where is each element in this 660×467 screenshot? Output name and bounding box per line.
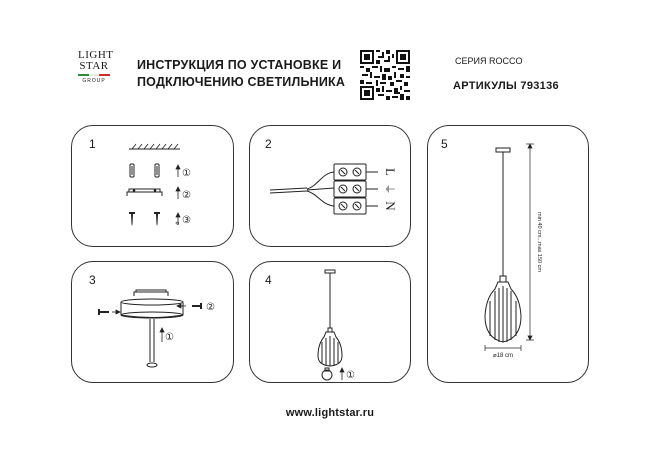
step-4-panel xyxy=(249,261,411,383)
logo-text-star: STAR xyxy=(79,60,109,72)
step-number: 3 xyxy=(89,273,96,287)
title-line-1: ИНСТРУКЦИЯ ПО УСТАНОВКЕ И xyxy=(137,58,342,72)
wiring-diagram xyxy=(250,126,412,248)
shade-bulb-diagram xyxy=(250,262,412,384)
canopy-mounting-diagram xyxy=(72,262,235,384)
step-mark: ③ xyxy=(182,215,191,226)
step-number: 1 xyxy=(89,137,96,151)
step-mark: ② xyxy=(206,302,215,313)
step-mark: ① xyxy=(182,168,191,179)
diameter-dimension-label: ⌀18 cm xyxy=(493,353,513,359)
step-3-panel xyxy=(71,261,234,383)
step-5-panel xyxy=(427,125,589,383)
step-mark: ② xyxy=(182,190,191,201)
terminal-label-live: L xyxy=(383,168,398,176)
logo-text-group: GROUP xyxy=(82,78,106,84)
logo-text-light: LIGHT xyxy=(78,49,114,61)
step-1-panel xyxy=(71,125,234,247)
step-mark: ① xyxy=(165,332,174,343)
dimensions-diagram xyxy=(428,126,590,384)
light-bulb-icon xyxy=(322,368,332,380)
terminal-label-neutral: N xyxy=(383,201,398,211)
mounting-hardware-diagram xyxy=(72,126,235,248)
mounting-bracket-icon xyxy=(127,189,162,196)
qr-code[interactable] xyxy=(360,50,410,100)
title-line-2: ПОДКЛЮЧЕНИЮ СВЕТИЛЬНИКА xyxy=(137,75,346,89)
screw-icon xyxy=(129,212,160,226)
article-number: АРТИКУЛЫ 793136 xyxy=(453,80,559,92)
logo-flag-stripe xyxy=(78,74,110,76)
svg-text:⟲: ⟲ xyxy=(175,221,180,227)
step-number: 5 xyxy=(441,137,448,151)
website-link[interactable]: www.lightstar.ru xyxy=(285,407,375,419)
terminal-block xyxy=(334,164,366,214)
step-number: 4 xyxy=(265,273,272,287)
wall-plug-icon xyxy=(130,164,159,177)
step-2-panel xyxy=(249,125,411,247)
step-mark: ① xyxy=(346,370,355,381)
page-title xyxy=(137,57,345,91)
step-number: 2 xyxy=(265,137,272,151)
series-name: СЕРИЯ ROCCO xyxy=(455,56,523,66)
brand-logo xyxy=(78,49,114,84)
terminal-label-earth: ⏚ xyxy=(383,183,395,195)
height-dimension-label: min 40 cm...max 150 cm xyxy=(536,212,542,272)
